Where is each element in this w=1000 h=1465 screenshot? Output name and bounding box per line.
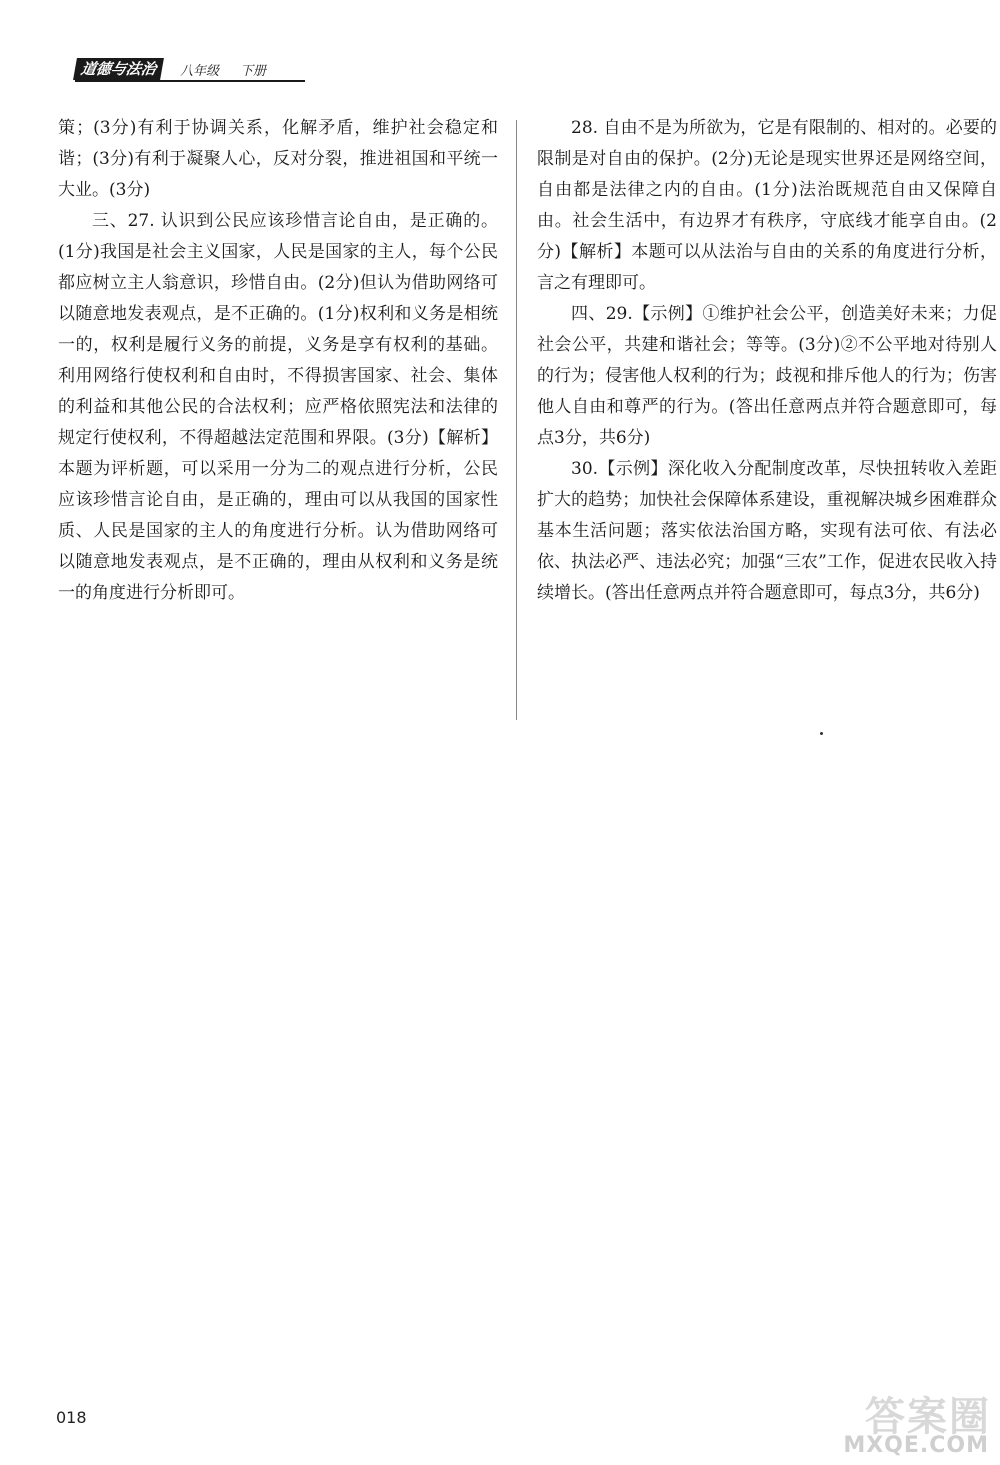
watermark-url: MXQE.COM: [843, 1433, 989, 1458]
header-subject: 道德与法治: [73, 58, 164, 80]
ink-speck: [820, 732, 823, 735]
header-rule: [75, 80, 305, 82]
header-grade: 八年级: [180, 64, 220, 79]
left-paragraph-1: 策；(3分)有利于协调关系，化解矛盾，维护社会稳定和谐；(3分)有利于凝聚人心，反对分裂，推进祖国和平统一大业。(3分): [58, 118, 498, 200]
watermark: [820, 1385, 995, 1461]
right-column: [537, 113, 997, 609]
watermark-logo: 答案圈: [865, 1394, 991, 1440]
column-divider: [516, 120, 517, 720]
right-paragraph-2: 四、29.【示例】①维护社会公平，创造美好未来；力促社会公平，共建和谐社会；等等。(3分)②不公平地对待别人的行为；侵害他人权利的行为；歧视和排斥他人的行为；伤害他人自由和尊严的行为。(答出任意两点并符合题意即可，每点3分，共6分): [537, 304, 997, 448]
page-number: 018: [56, 1408, 87, 1427]
running-header: [75, 58, 305, 82]
header-volume: 下册: [240, 64, 267, 79]
left-column: [58, 113, 498, 609]
left-paragraph-2: 三、27. 认识到公民应该珍惜言论自由，是正确的。(1分)我国是社会主义国家，人民是国家的主人，每个公民都应树立主人翁意识，珍惜自由。(2分)但认为借助网络可以随意地发表观点，是不正确的。(1分)权利和义务是相统一的，权利是履行义务的前提，义务是享有权利的基础。利用网络行使权利和自由时，不得损害国家、社会、集体的利益和其他公民的合法权利；应严格依照宪法和法律的规定行使权利，不得超越法定范围和界限。(3分)【解析】本题为评析题，可以采用一分为二的观点进行分析，公民应该珍惜言论自由，是正确的，理由可以从我国的国家性质、人民是国家的主人的角度进行分析。认为借助网络可以随意地发表观点，是不正确的，理由从权利和义务是统一的角度进行分析即可。: [58, 211, 498, 603]
right-paragraph-1: 28. 自由不是为所欲为，它是有限制的、相对的。必要的限制是对自由的保护。(2分)无论是现实世界还是网络空间，自由都是法律之内的自由。(1分)法治既规范自由又保障自由。社会生活中，有边界才有秩序，守底线才能享自由。(2分)【解析】本题可以从法治与自由的关系的角度进行分析，言之有理即可。: [537, 118, 997, 293]
right-paragraph-3: 30.【示例】深化收入分配制度改革，尽快扭转收入差距扩大的趋势；加快社会保障体系建设，重视解决城乡困难群众基本生活问题；落实依法治国方略，实现有法可依、有法必依、执法必严、违法必究；加强“三农”工作，促进农民收入持续增长。(答出任意两点并符合题意即可，每点3分，共6分): [537, 459, 997, 603]
